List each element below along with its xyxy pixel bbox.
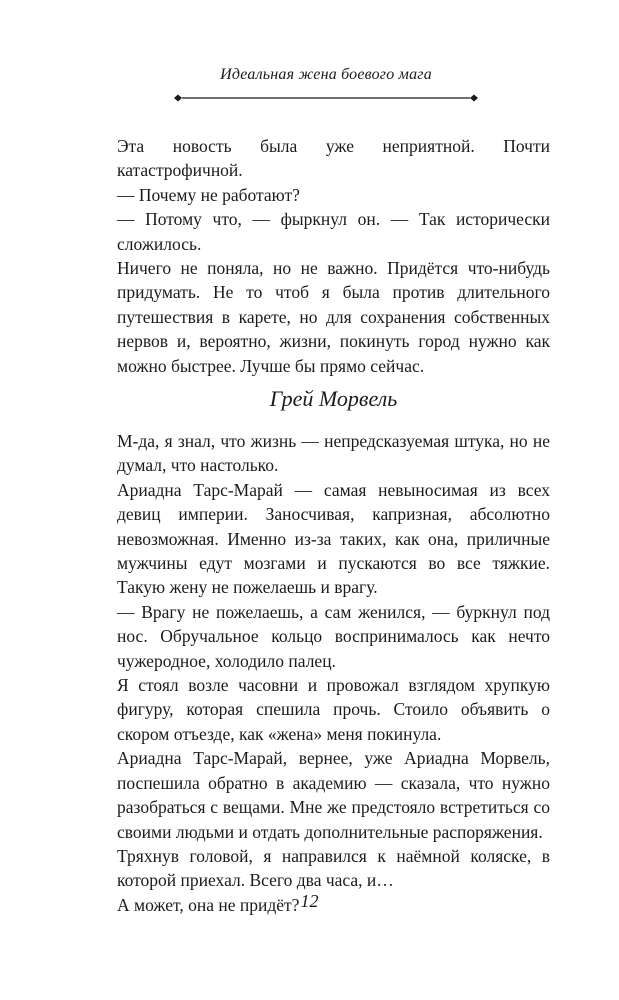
paragraph: Тряхнув головой, я направился к наёмной коляске, в которой приехал. Всего два часа, и… (117, 845, 550, 891)
section-heading: Грей Морвель (269, 386, 398, 411)
paragraph: Ничего не поняла, но не важно. Придётся что-нибудь придумать. Не то чтоб я была против длительного путешествия в карете, но для сохранения собственных нервов и, вероятно, жизни, покинуть город нужно как можно быстрее. Лучше бы прямо сейчас. (117, 258, 550, 376)
body-text-block-2 (117, 429, 550, 917)
running-header-title: Идеальная жена боевого мага (220, 66, 432, 83)
paragraph: Эта новость была уже неприятной. Почти катастрофичной. (117, 136, 550, 181)
paragraph: Ариадна Тарс-Марай — самая невыносимая из всех девиц империи. Заносчивая, капризная, абсолютно невозможная. Именно из-за таких, как она, приличные мужчины едут мозгами и пускаются во все тяжкие. Такую жену не пожелаешь и врагу. (117, 479, 550, 598)
paragraph: — Почему не работают? (117, 184, 300, 205)
header-rule-ornament (174, 94, 478, 102)
paragraph: М-да, я знал, что жизнь — непредсказуемая штука, но не думал, что настолько. (117, 431, 550, 476)
page-number: 12 (300, 891, 319, 911)
running-header (174, 66, 478, 106)
paragraph: Ариадна Тарс-Марай, вернее, уже Ариадна Морвель, поспешила обратно в академию — сказала, что нужно разобраться с вещами. Мне же предстояло встретиться со своими людьми и отдать дополнительные распоряжения. (117, 748, 550, 842)
paragraph: А может, она не придёт? (117, 894, 300, 915)
body-text-block-1 (117, 134, 550, 378)
paragraph: Я стоял возле часовни и провожал взглядом хрупкую фигуру, которая спешила прочь. Стоило объявить о скором отъезде, как «жена» меня покинула. (117, 675, 550, 744)
paragraph: — Потому что, — фыркнул он. — Так исторически сложилось. (117, 209, 550, 254)
paragraph: — Врагу не пожелаешь, а сам женился, — буркнул под нос. Обручальное кольцо воспринималось как нечто чужеродное, холодило палец. (117, 601, 550, 671)
